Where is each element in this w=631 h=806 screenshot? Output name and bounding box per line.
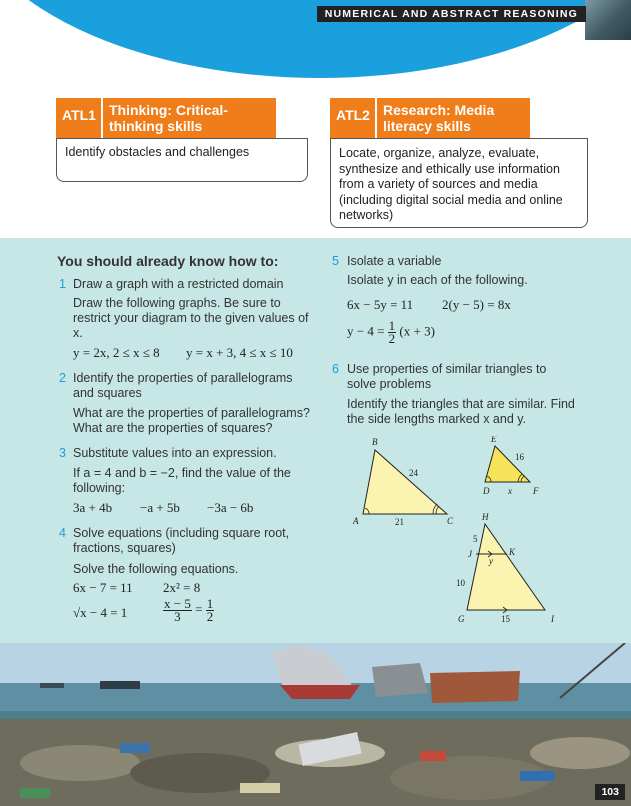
side-label: 21: [395, 517, 404, 527]
item-heading: Draw a graph with a restricted domain: [73, 277, 284, 291]
item-number: 6: [332, 362, 339, 376]
math-expression: 3a + 4b: [73, 500, 113, 515]
side-label: 16: [515, 452, 524, 462]
item-heading: Solve equations (including square root, fractions, squares): [73, 526, 290, 555]
vertex-label: G: [458, 614, 465, 624]
numerator: x − 5: [164, 596, 191, 611]
item-body: Identify the triangles that are similar. Find the side lengths marked x and y.: [347, 397, 575, 426]
beach-pollution-photo: [0, 643, 631, 806]
item-heading: Isolate a variable: [347, 254, 442, 268]
item-body: Draw the following graphs. Be sure to restrict your diagram to the given values of x.: [73, 296, 309, 340]
header-photo: [585, 0, 631, 40]
item-number: 2: [59, 371, 66, 385]
atl2-tag: ATL2: [330, 98, 375, 138]
chapter-title-banner: NUMERICAL AND ABSTRACT REASONING: [317, 6, 586, 22]
vertex-label: J: [468, 549, 472, 559]
item-heading: Identify the properties of parallelograms and squares: [73, 371, 293, 400]
vertex-label: H: [482, 512, 489, 522]
fraction-equation: [163, 598, 214, 623]
atl2-body: Locate, organize, analyze, evaluate, synthesize and ethically use information from a variety of sources and media (including digital social media and online networks): [330, 138, 588, 228]
math-expression: 6x − 7 = 11: [73, 580, 133, 595]
fraction: [388, 320, 397, 345]
math-expression: y = x + 3, 4 ≤ x ≤ 10: [186, 345, 293, 360]
atl1-header: [56, 98, 276, 138]
side-label: 24: [409, 468, 418, 478]
vertex-label: E: [491, 436, 497, 444]
denominator: 2: [206, 609, 214, 624]
item-heading: Use properties of similar triangles to solve problems: [347, 362, 547, 391]
atl2-title: Research: Media literacy skills: [377, 98, 530, 138]
section-title: You should already know how to:: [57, 253, 279, 269]
math-expression: 6x − 5y = 11: [347, 297, 414, 312]
item-number: 1: [59, 277, 66, 291]
atl2-header: [330, 98, 530, 138]
numerator: 1: [206, 596, 214, 611]
math-expression-fraction: [347, 320, 435, 345]
item-heading: Substitute values into an expression.: [73, 446, 277, 460]
item-number: 4: [59, 526, 66, 540]
side-label: 10: [456, 578, 465, 588]
atl1-body: Identify obstacles and challenges: [56, 138, 308, 182]
math-expression: √x − 4 = 1: [73, 605, 128, 620]
math-expression: −a + 5b: [140, 500, 180, 515]
page-number: 103: [595, 784, 625, 800]
side-label: 15: [501, 614, 510, 624]
side-label: 5: [473, 534, 478, 544]
math-expression: 2x² = 8: [163, 580, 201, 595]
side-label: y: [489, 556, 493, 566]
atl1-box: [56, 98, 308, 182]
triangle-abc: [363, 450, 447, 514]
fraction: [163, 598, 192, 623]
atl1-title: Thinking: Critical-thinking skills: [103, 98, 276, 138]
atl2-box: [330, 98, 588, 228]
vertex-label: C: [447, 516, 454, 526]
item-body: Solve the following equations.: [73, 562, 239, 576]
math-expression: −3a − 6b: [207, 500, 254, 515]
similar-triangles-diagram: [345, 436, 585, 636]
denominator: 2: [388, 331, 396, 346]
numerator: 1: [388, 318, 396, 333]
side-label: x: [508, 486, 512, 496]
vertex-label: I: [551, 614, 554, 624]
rhs: (x + 3): [399, 323, 435, 339]
atl1-tag: ATL1: [56, 98, 101, 138]
item-number: 3: [59, 446, 66, 460]
vertex-label: F: [533, 486, 539, 496]
vertex-label: A: [353, 516, 359, 526]
lhs: y − 4 =: [347, 323, 385, 339]
math-expression: y = 2x, 2 ≤ x ≤ 8: [73, 345, 160, 360]
math-expression: 2(y − 5) = 8x: [442, 297, 511, 312]
vertex-label: D: [483, 486, 490, 496]
vertex-label: K: [509, 547, 516, 557]
item-body: Isolate y in each of the following.: [347, 273, 528, 287]
denominator: 3: [174, 609, 181, 624]
item-number: 5: [332, 254, 339, 268]
vertex-label: B: [372, 437, 378, 447]
item-body: What are the properties of parallelograms? What are the properties of squares?: [73, 406, 310, 435]
photo-illustration: [0, 643, 631, 806]
triangle-ghi: [467, 524, 545, 610]
item-body: If a = 4 and b = −2, find the value of the following:: [73, 466, 291, 495]
fraction: [206, 598, 215, 623]
equals-sign: =: [195, 601, 203, 617]
